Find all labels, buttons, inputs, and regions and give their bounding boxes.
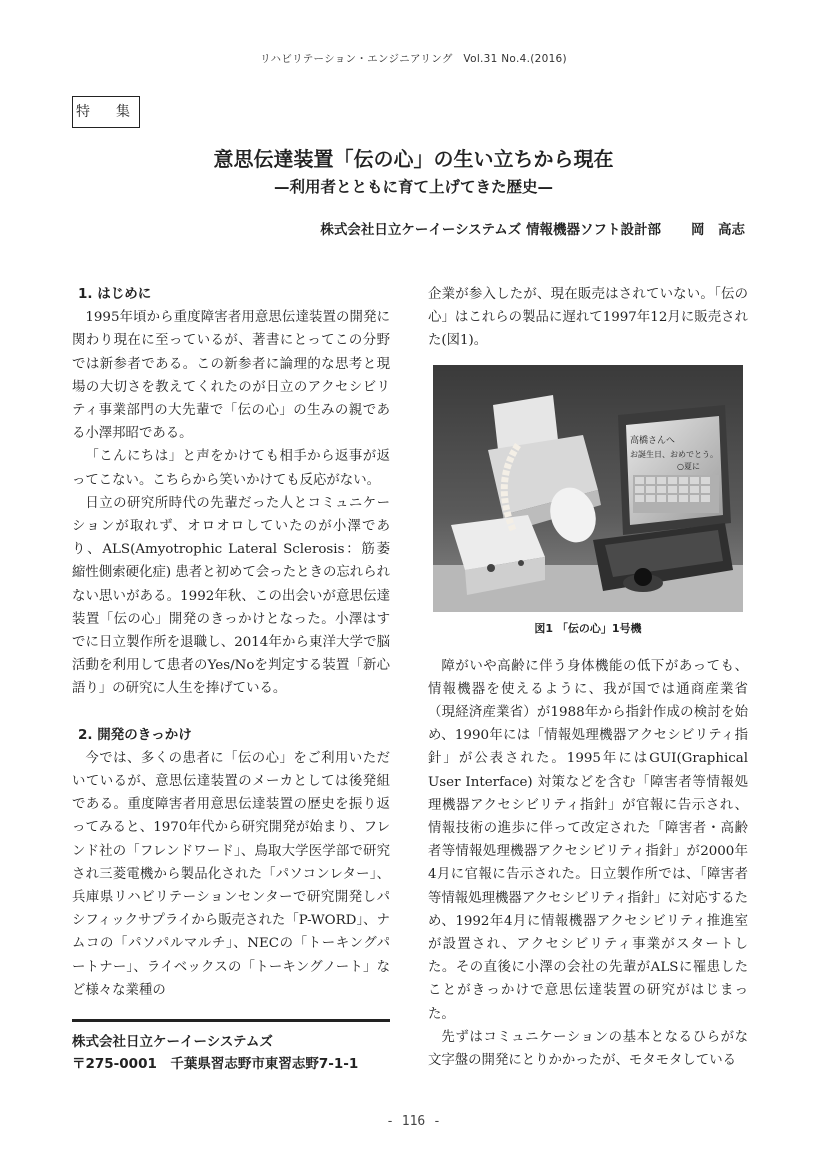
section-1-paragraph: 「こんにちは」と声をかけても相手から返事が返ってこない。こちらから笑いかけても反応がない。 bbox=[72, 449, 390, 488]
right-paragraph: 障がいや高齢に伴う身体機能の低下があっても、情報機器を使えるように、我が国では通商産業省（現経済産業省）が1988年から指針作成の検討を始め、1990年には「情報処理機器アクセシビリティ指針」が公表された。1995年にはGUI(Graphical User Interface) 対策などを含む「障害者等情報処理機器アクセシビリティ指針」が官報に告示され、情報技術の進歩に伴って改定された「障害者・高齢者等情報処理機器アクセシビリティ指針」が2000年4月に官報に告示された。日立製作所では、「障害者等情報処理機器アクセシビリティ指針」に対応するため、1992年4月に情報機器アクセシビリティ推進室が設置され、アクセシビリティ事業がスタートした。その直後に小澤の会社の先輩がALSに罹患したことがきっかけで意思伝達装置の研究がはじまった。 bbox=[428, 658, 748, 1022]
footnote-company: 株式会社日立ケーイーシステムズ bbox=[72, 1034, 273, 1050]
screen-text: ○夏に bbox=[677, 461, 700, 471]
section-label: 特 集 bbox=[72, 96, 140, 128]
section-2-paragraph: 今では、多くの患者に「伝の心」をご利用いただいているが、意思伝達装置のメーカとしては後発組である。重度障害者用意思伝達装置の歴史を振り返ってみると、1970年代から研究開発が始まり、フレンド社の「フレンドワード」、鳥取大学医学部で研究され三菱電機から製品化された「パソコンレター」、兵庫県リハビリテーションセンターで研究開発しパシフィックサプライから販売された「P-WORD」、ナムコの「パソパルマルチ」、NECの「トーキングパートナー」、ライベックスの「トーキングノート」など様々な業種の bbox=[72, 750, 390, 998]
author-line bbox=[320, 218, 745, 238]
left-column bbox=[72, 283, 390, 1002]
device-illustration bbox=[433, 365, 743, 612]
right-column bbox=[428, 283, 748, 1072]
figure-1-photo bbox=[433, 365, 743, 612]
section-1-heading: 1. はじめに bbox=[78, 286, 152, 302]
continued-paragraph: 企業が参入したが、現在販売はされていない。「伝の心」はこれらの製品に遅れて1997年12月に販売された(図1)。 bbox=[428, 287, 748, 349]
article-title: 意思伝達装置「伝の心」の生い立ちから現在 bbox=[213, 147, 614, 171]
journal-header: リハビリテーション・エンジニアリング Vol.31 No.4.(2016) bbox=[260, 53, 567, 65]
page-number: - 116 - bbox=[386, 1114, 441, 1129]
author-name: 岡 高志 bbox=[691, 222, 745, 238]
screen-text: 高橋さんへ bbox=[630, 435, 675, 446]
section-1-paragraph: 日立の研究所時代の先輩だった人とコミュニケーションが取れず、オロオロしていたのが小澤であり、ALS(Amyotrophic Lateral Sclerosis：筋萎縮性側索硬化症) 患者と初めて会ったときの忘れられない思いがある。1992年秋、この出会いが意思伝達装置「伝の心」開発のきっかけとなった。小澤はすでに日立製作所を退職し、2014年から東洋大学で脳活動を利用して患者のYes/Noを判定する装置「新心語り」の研究に人生を捧げている。 bbox=[72, 495, 390, 697]
section-2-heading: 2. 開発のきっかけ bbox=[78, 726, 192, 743]
article-subtitle: —利用者とともに育て上げてきた歴史— bbox=[273, 178, 553, 196]
author-affiliation: 株式会社日立ケーイーシステムズ 情報機器ソフト設計部 bbox=[320, 222, 661, 238]
section-1-paragraph: 1995年頃から重度障害者用意思伝達装置の開発に関わり現在に至っているが、著書にとってこの分野では新参者である。この新参者に論理的な思考と現場の大切さを教えてくれたのが日立のアクセシビリティ事業部門の大先輩で「伝の心」の生みの親である小澤邦昭である。 bbox=[72, 310, 390, 442]
footnote-address: 〒275-0001 千葉県習志野市東習志野7-1-1 bbox=[72, 1056, 359, 1072]
figure-1-caption: 図1 「伝の心」1号機 bbox=[534, 621, 642, 635]
company-footnote bbox=[72, 1019, 390, 1075]
screen-text: お誕生日、おめでとう。 bbox=[630, 449, 718, 459]
right-paragraph: 先ずはコミュニケーションの基本となるひらがな文字盤の開発にとりかかったが、モタモタしている bbox=[428, 1029, 748, 1069]
